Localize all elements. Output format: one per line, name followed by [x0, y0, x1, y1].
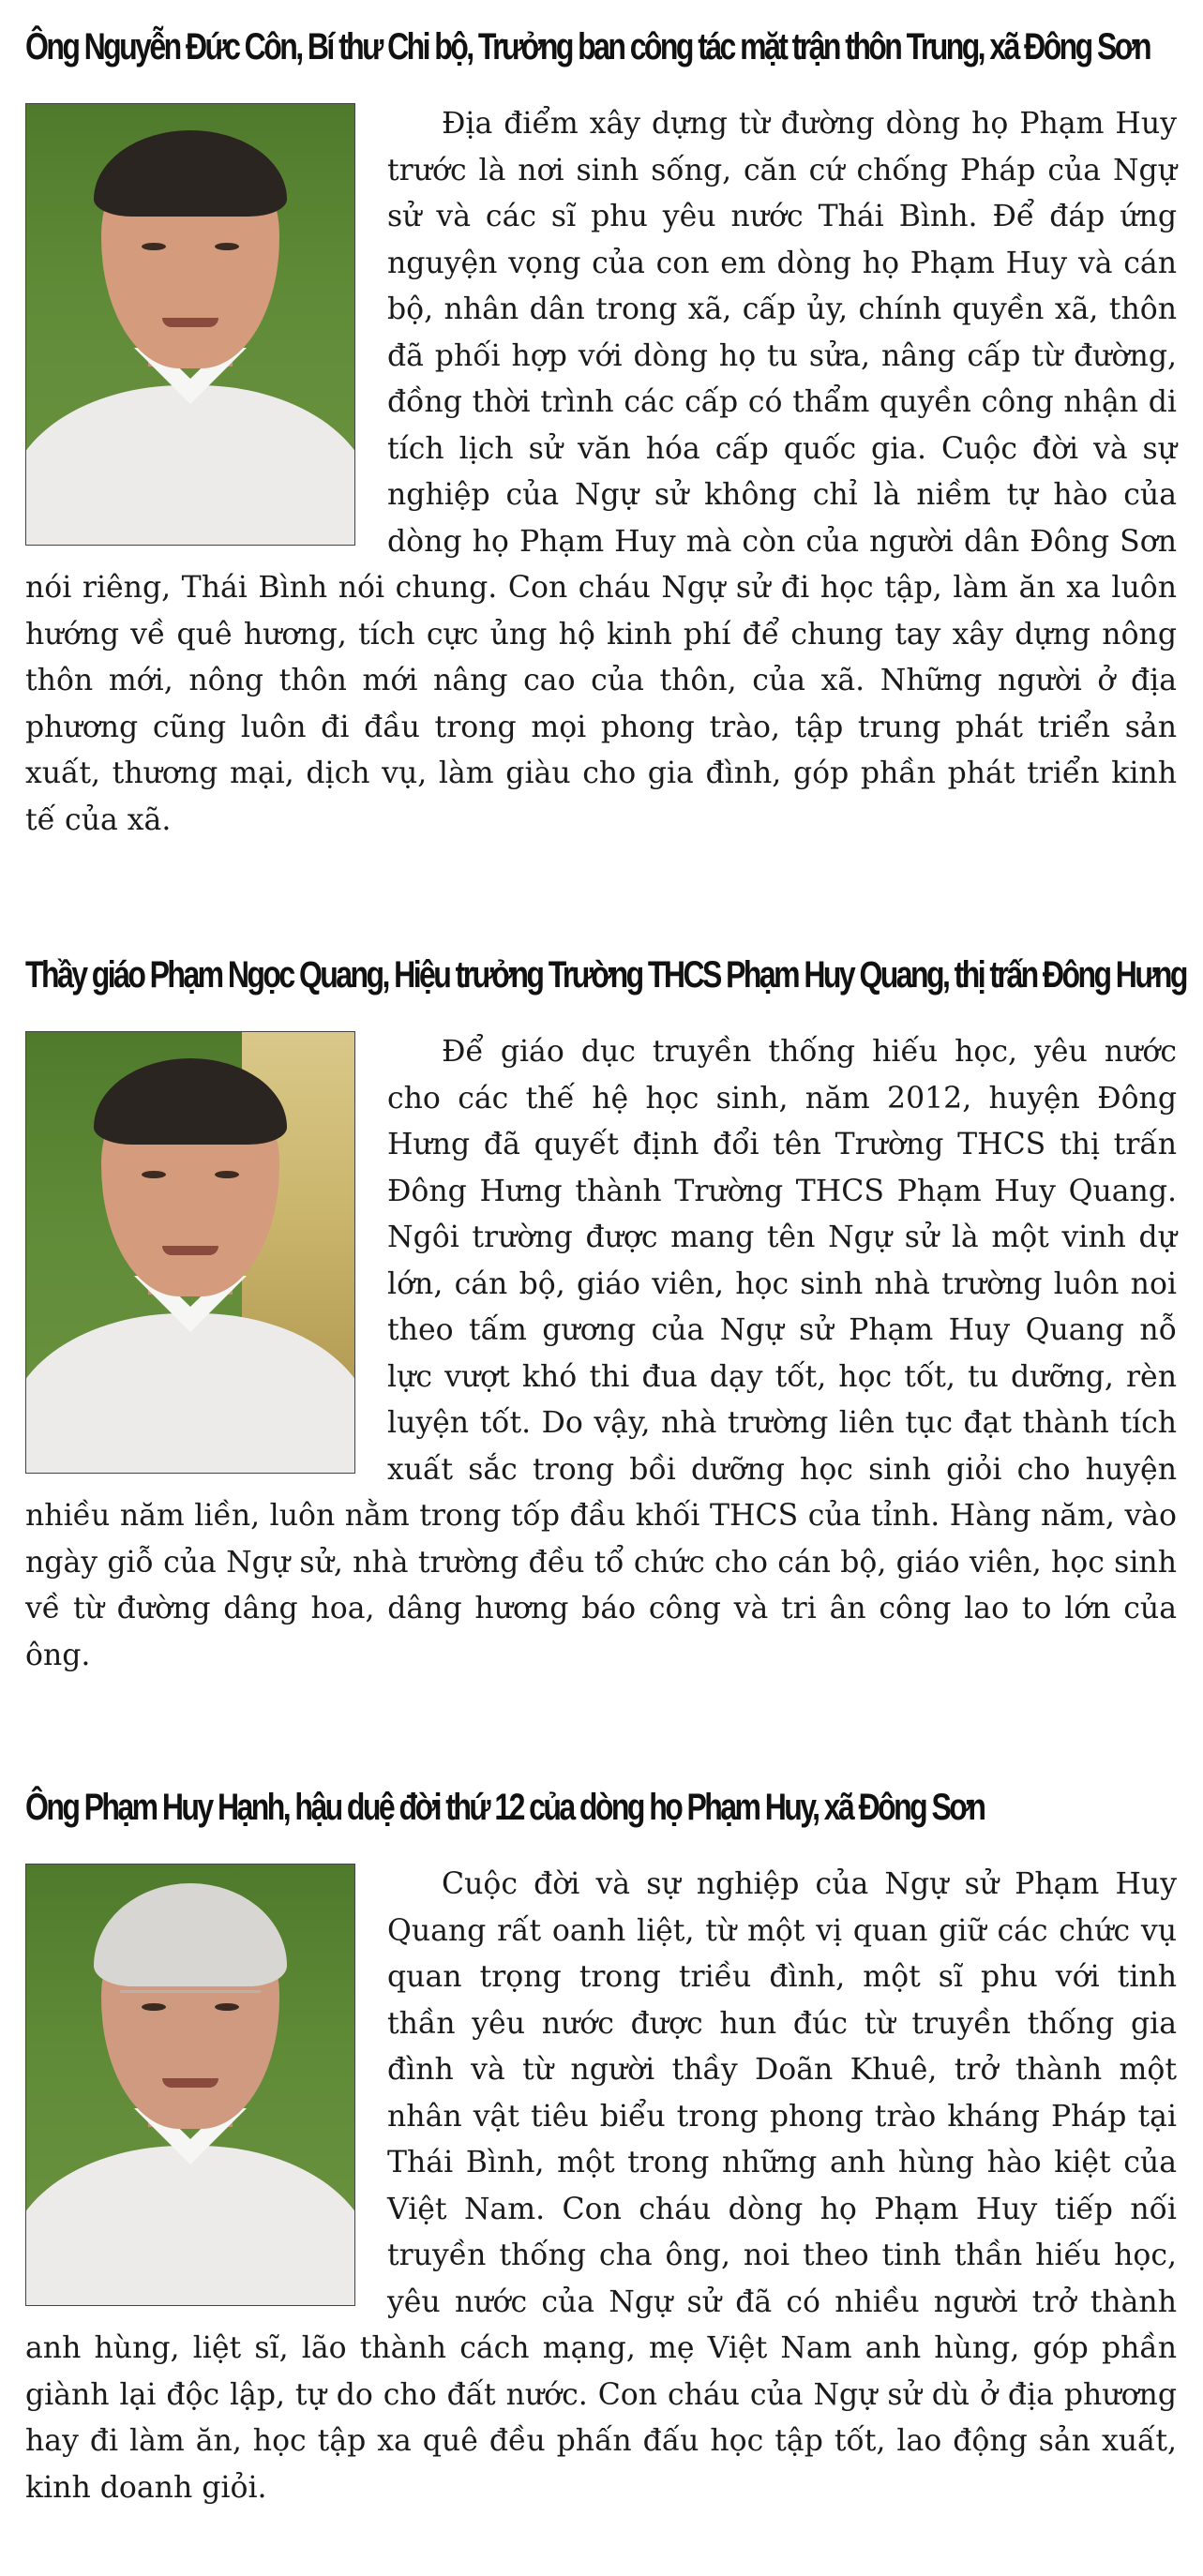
portrait-photo [25, 1864, 355, 2306]
article-section-3 [25, 1781, 1177, 2511]
quote-text: Địa điểm xây dựng từ đường dòng họ Phạm Huy trước là nơi sinh sống, căn cứ chống Pháp của Ngự sử và các sĩ phu yêu nước Thái Bình. Để đáp ứng nguyện vọng của con em dòng họ Phạm Huy và cán bộ, nhân dân trong xã, cấp ủy, chính quyền xã, thôn đã phối hợp với dòng họ tu sửa, nâng cấp từ đường, đồng thời trình các cấp có thẩm quyền công nhận di tích lịch sử văn hóa cấp quốc gia. Cuộc đời và sự nghiệp của Ngự sử không chỉ là niềm tự hào của dòng họ Phạm Huy mà còn của người dân Đông Sơn nói riêng, Thái Bình nói chung. Con cháu Ngự sử đi học tập, làm ăn xa luôn hướng về quê hương, tích cực ủng hộ kinh phí để chung tay xây dựng nông thôn mới, nông thôn mới nâng cao của thôn, của xã. Những người ở địa phương cũng luôn đi đầu trong mọi phong trào, tập trung phát triển sản xuất, thương mại, dịch vụ, làm giàu cho gia đình, góp phần phát triển kinh tế của xã. [25, 107, 1177, 837]
section-heading: Ông Nguyễn Đức Côn, Bí thư Chi bộ, Trưởng ban công tác mặt trận thôn Trung, xã Đông Sơn [25, 26, 1150, 67]
article-section-2 [25, 949, 1186, 1679]
section-heading: Thầy giáo Phạm Ngọc Quang, Hiệu trưởng Trường THCS Phạm Huy Quang, thị trấn Đông Hưng [25, 954, 1186, 996]
portrait-photo [25, 103, 355, 546]
quote-text: Để giáo dục truyền thống hiếu học, yêu nước cho các thế hệ học sinh, năm 2012, huyện Đông Hưng đã quyết định đổi tên Trường THCS thị trấn Đông Hưng thành Trường THCS Phạm Huy Quang. Ngôi trường được mang tên Ngự sử là một vinh dự lớn, cán bộ, giáo viên, học sinh nhà trường luôn noi theo tấm gương của Ngự sử Phạm Huy Quang nỗ lực vượt khó thi đua dạy tốt, học tốt, tu dưỡng, rèn luyện tốt. Do vậy, nhà trường liên tục đạt thành tích xuất sắc trong bồi dưỡng học sinh giỏi cho huyện nhiều năm liền, luôn nằm trong tốp đầu khối THCS của tỉnh. Hàng năm, vào ngày giỗ của Ngự sử, nhà trường đều tổ chức cho cán bộ, giáo viên, học sinh về từ đường dâng hoa, dâng hương báo công và tri ân công lao to lớn của ông. [25, 1035, 1177, 1672]
section-body [25, 1029, 1177, 1679]
section-body [25, 101, 1177, 844]
quote-text: Cuộc đời và sự nghiệp của Ngự sử Phạm Huy Quang rất oanh liệt, từ một vị quan giữ các chức vụ quan trọng trong triều đình, một sĩ phu với tinh thần yêu nước được hun đúc từ truyền thống gia đình và từ người thầy Doãn Khuê, trở thành một nhân vật tiêu biểu trong phong trào kháng Pháp tại Thái Bình, một trong những anh hùng hào kiệt của Việt Nam. Con cháu dòng họ Phạm Huy tiếp nối truyền thống cha ông, noi theo tinh thần hiếu học, yêu nước của Ngự sử đã có nhiều người trở thành anh hùng, liệt sĩ, lão thành cách mạng, mẹ Việt Nam anh hùng, góp phần giành lại độc lập, tự do cho đất nước. Con cháu của Ngự sử dù ở địa phương hay đi làm ăn, học tập xa quê đều phấn đấu học tập tốt, lao động sản xuất, kinh doanh giỏi. [25, 1867, 1177, 2505]
section-body [25, 1862, 1177, 2511]
portrait-photo [25, 1031, 355, 1474]
article-section-1 [25, 21, 1177, 844]
section-heading: Ông Phạm Huy Hạnh, hậu duệ đời thứ 12 của dòng họ Phạm Huy, xã Đông Sơn [25, 1787, 985, 1828]
